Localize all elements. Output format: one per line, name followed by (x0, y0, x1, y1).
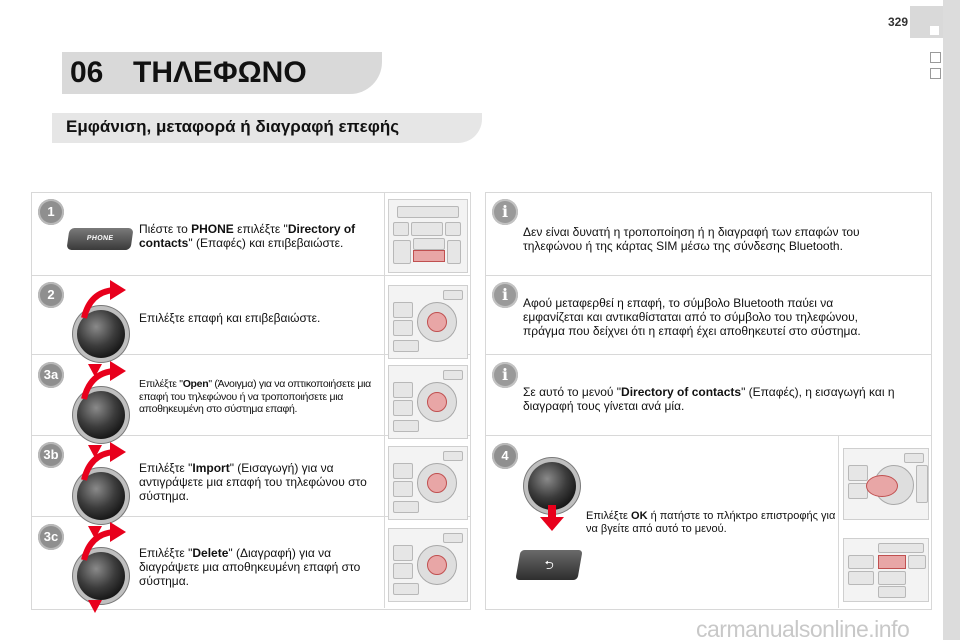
rotary-knob-icon (528, 462, 576, 510)
press-arrow-icon (540, 505, 564, 533)
info-icon: i (492, 282, 518, 308)
info-note: Σε αυτό το μενού "Directory of contacts" (Επαφές), η εισαγωγή και η διαγραφή τους γίνεται ανά μία. (523, 385, 895, 413)
step-instruction: Επιλέξτε "Open" (Άνοιγμα) για να οπτικοποιήσετε μια επαφή του τηλεφώνου ή να τροποποιήσετε μια αποθηκευμένη στο σύστημα επαφή. (139, 378, 371, 415)
watermark: carmanualsonline.info (696, 616, 910, 642)
radio-panel-illustration (843, 448, 929, 520)
radio-panel-illustration (843, 538, 929, 602)
step-instruction: Πιέστε το PHONE επιλέξτε "Directory of contacts" (Επαφές) και επιβεβαιώστε. (139, 222, 356, 250)
step-badge: 3c (38, 524, 64, 550)
chapter-title: ΤΗΛΕΦΩΝΟ (133, 56, 307, 89)
radio-panel-illustration (388, 285, 468, 359)
info-icon: i (492, 362, 518, 388)
step-badge: 3a (38, 362, 64, 388)
page-number-tab (910, 6, 943, 38)
page-number: 329 (887, 15, 908, 29)
side-strip (943, 0, 960, 640)
radio-panel-illustration (388, 528, 468, 602)
tab-marker-outline (930, 52, 941, 63)
radio-panel-illustration (388, 365, 468, 439)
chapter-number: 06 (70, 56, 104, 89)
back-button-icon: ⮌ (515, 550, 582, 580)
step-instruction: Επιλέξτε επαφή και επιβεβαιώστε. (139, 311, 321, 325)
info-icon: i (492, 199, 518, 225)
step-instruction: Επιλέξτε OK ή πατήστε το πλήκτρο επιστροφής για να βγείτε από αυτό το μενού. (586, 510, 836, 535)
step-badge: 3b (38, 442, 64, 468)
phone-button-icon: PHONE (66, 228, 133, 250)
step-instruction: Επιλέξτε "Delete" (Διαγραφή) για να διαγράψετε μια αποθηκευμένη επαφή στο σύστημα. (139, 546, 361, 588)
section-subtitle: Εμφάνιση, μεταφορά ή διαγραφή επεφής (66, 117, 400, 136)
step-badge: 2 (38, 282, 64, 308)
info-note: Αφού μεταφερθεί η επαφή, το σύμβολο Bluetooth παύει να εμφανίζεται και αντικαθίσταται από το σύμβολο του τηλεφώνου, πράγμα που δείχνει ότι η επαφή έχει αποθηκευτεί στο σύστημα. (523, 296, 861, 338)
info-note: Δεν είναι δυνατή η τροποποίηση ή η διαγραφή των επαφών του τηλεφώνου ή της κάρτας SIM μέσω της σύνδεσης Bluetooth. (523, 225, 860, 253)
radio-panel-illustration (388, 199, 468, 273)
step-badge: 1 (38, 199, 64, 225)
step-badge: 4 (492, 443, 518, 469)
rotate-arrow-icon (70, 520, 132, 620)
radio-panel-illustration (388, 446, 468, 520)
step-instruction: Επιλέξτε "Import" (Εισαγωγή) για να αντιγράψετε μια επαφή του τηλεφώνου στο σύστημα. (139, 461, 367, 503)
tab-marker (930, 26, 939, 35)
tab-marker-outline (930, 68, 941, 79)
